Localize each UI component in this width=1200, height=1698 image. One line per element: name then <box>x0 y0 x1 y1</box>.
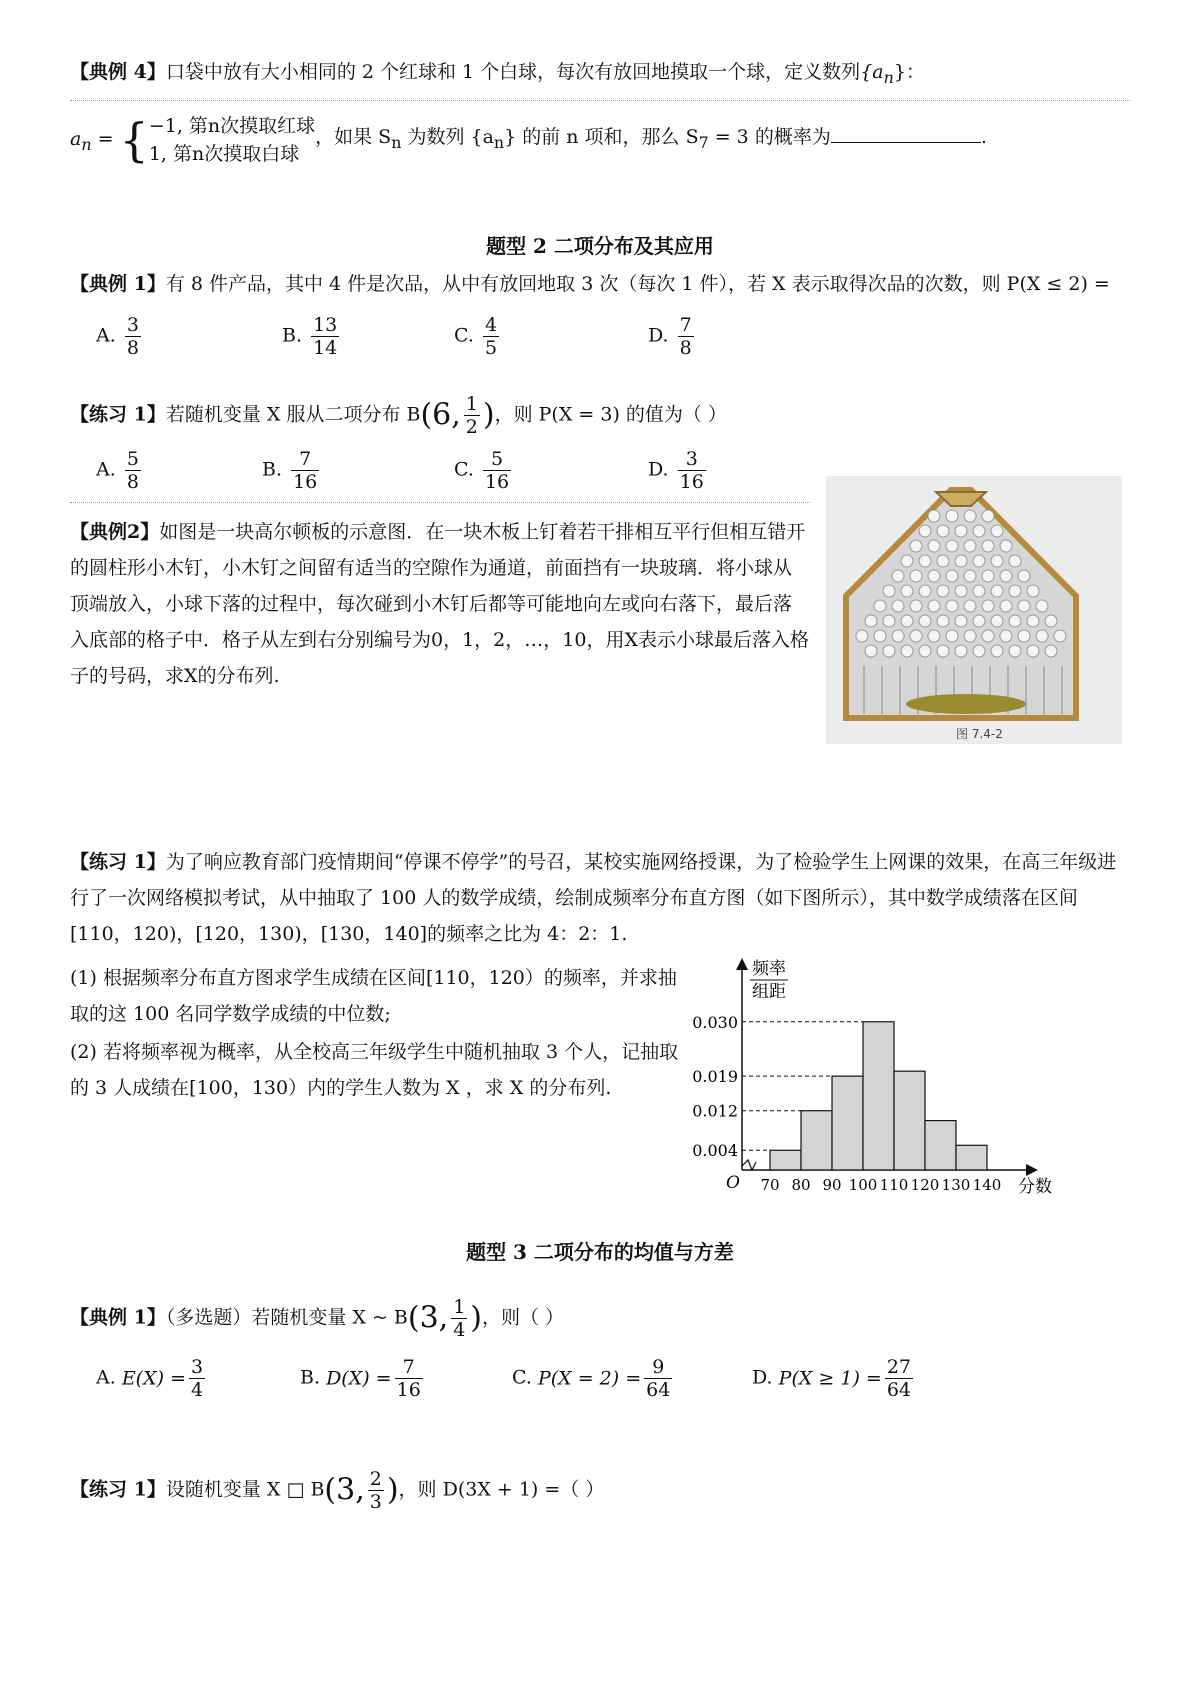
y-tick-label: 0.004 <box>692 1141 738 1161</box>
peg <box>1036 600 1048 612</box>
x-tick-label: 90 <box>822 1176 842 1194</box>
peg <box>937 525 949 537</box>
peg <box>928 540 940 552</box>
peg <box>901 615 913 627</box>
peg <box>928 570 940 582</box>
peg <box>1000 630 1012 642</box>
peg <box>919 645 931 657</box>
peg <box>946 630 958 642</box>
peg <box>1000 570 1012 582</box>
peg <box>928 600 940 612</box>
x-tick-label: 140 <box>972 1176 1002 1194</box>
numerator: 2 <box>369 1468 382 1490</box>
numerator: 3 <box>191 1356 204 1378</box>
sequence-end: }： <box>893 61 925 83</box>
example4-line1 <box>70 58 925 92</box>
denominator: 8 <box>679 337 692 359</box>
fraction <box>125 448 141 493</box>
option-a[interactable] <box>96 314 144 359</box>
question-2: (2) 若将频率视为概率，从全校高三年级学生中随机抽取 3 个人，记抽取的 3 人成绩在[100，130）内的学生人数为 X ，求 X 的分布列. <box>70 1041 679 1099</box>
example-text: 如图是一块高尔顿板的示意图．在一块木板上钉着若干排相互平行但相互错开的圆柱形小木钉，小木钉之间留有适当的空隙作为通道，前面挡有一块玻璃．将小球从顶端放入，小球下落的过程中，每次碰到小木钉后都等可能地向左或向右落下，最后落入底部的格子中．格子从左到右分别编号为0，1，2，…，10，用X表示小球最后落入格子的号码，求X的分布列. <box>70 521 809 687</box>
peg <box>1045 615 1057 627</box>
practice-text: 为了响应教育部门疫情期间“停课不停学”的号召，某校实施网络授课，为了检验学生上网课的效果，在高三年级进行了一次网络模拟考试，从中抽取了 100 人的数学成绩，绘制成频率分布直方图（如下图所示），其中数学成绩落在区间[110，120)，[120，130)，[130，140]的频率之比为 4：2：1. <box>70 851 1117 945</box>
peg <box>910 540 922 552</box>
fraction <box>483 314 499 359</box>
subscript: n <box>883 67 894 87</box>
period: . <box>980 126 987 149</box>
x-label: 分数 <box>1018 1177 1052 1197</box>
peg <box>946 510 958 522</box>
denominator: 5 <box>484 337 498 359</box>
x-tick-label: 100 <box>848 1176 878 1194</box>
peg <box>901 645 913 657</box>
fraction <box>678 448 706 493</box>
option-label: A. <box>96 458 116 481</box>
peg <box>991 585 1003 597</box>
example-tag: 【典例 1】 <box>70 1306 166 1329</box>
fraction <box>395 1356 423 1401</box>
numerator: 1 <box>465 393 478 415</box>
question-1: (1) 根据频率分布直方图求学生成绩在区间[110，120）的频率，并求抽取的这 100 名同学数学成绩的中位数; <box>70 967 677 1025</box>
paren-right: ) <box>482 397 495 433</box>
peg <box>964 510 976 522</box>
fraction <box>451 1296 467 1341</box>
brace-symbol: { <box>119 113 149 167</box>
s2-practice1 <box>70 393 727 438</box>
peg <box>937 645 949 657</box>
example-text: ，则（ ） <box>482 1306 565 1329</box>
practice-tag: 【练习 1】 <box>70 403 166 426</box>
peg <box>892 600 904 612</box>
peg <box>973 645 985 657</box>
peg <box>910 570 922 582</box>
histogram-bar-110-120 <box>894 1071 925 1170</box>
histogram-bar-90-100 <box>832 1076 863 1170</box>
peg <box>865 645 877 657</box>
peg <box>1009 645 1021 657</box>
peg <box>892 570 904 582</box>
peg <box>901 585 913 597</box>
peg <box>937 555 949 567</box>
option-expr: D(X) = <box>326 1367 392 1390</box>
denominator: 16 <box>293 471 318 493</box>
peg <box>955 555 967 567</box>
peg <box>1018 630 1030 642</box>
example-tag: 【典例2】 <box>70 521 160 543</box>
peg <box>883 615 895 627</box>
s3-example1 <box>70 1296 564 1341</box>
frequency-histogram <box>688 952 1068 1200</box>
denominator: 16 <box>484 471 510 493</box>
option-label: C. <box>454 324 474 347</box>
peg <box>910 600 922 612</box>
peg <box>919 525 931 537</box>
option-b[interactable] <box>300 1356 426 1401</box>
origin-label: O <box>726 1173 740 1193</box>
section-title: 题型 3 二项分布的均值与方差 <box>466 1240 734 1264</box>
example4-rest <box>315 126 987 152</box>
denominator: 16 <box>396 1379 421 1401</box>
peg <box>892 630 904 642</box>
text: } 的前 n 项和，那么 S <box>504 126 699 149</box>
example-tag: 【典例 4】 <box>70 61 166 83</box>
x-tick-label: 130 <box>941 1176 971 1194</box>
histogram-bar-120-130 <box>925 1121 956 1170</box>
peg <box>991 555 1003 567</box>
numerator: 5 <box>126 448 139 470</box>
example-text: 口袋中放有大小相同的 2 个红球和 1 个白球，每次有放回地摸取一个球，定义数列 <box>165 61 861 83</box>
peg <box>919 615 931 627</box>
s3-practice1 <box>70 1468 604 1513</box>
x-tick-label: 110 <box>879 1176 909 1194</box>
text: ，如果 S <box>315 126 392 149</box>
s2-example1 <box>70 270 1110 298</box>
galton-board-figure <box>826 476 1122 744</box>
peg <box>973 525 985 537</box>
option-b[interactable] <box>282 314 342 359</box>
numerator: 9 <box>644 1356 672 1379</box>
option-b[interactable] <box>262 448 322 493</box>
denominator: 4 <box>453 1319 466 1341</box>
option-c[interactable] <box>512 1356 675 1401</box>
case-white: 1, 第n次摸取白球 <box>148 143 300 165</box>
peg <box>928 510 940 522</box>
peg <box>910 630 922 642</box>
peg <box>946 600 958 612</box>
numerator: 7 <box>395 1356 423 1379</box>
peg <box>1045 645 1057 657</box>
peg <box>973 555 985 567</box>
answer-blank[interactable] <box>831 124 981 143</box>
y-label-top: 频率 <box>752 959 786 979</box>
histogram-bar-70-80 <box>770 1150 801 1170</box>
peg <box>1000 600 1012 612</box>
option-expr: E(X) = <box>121 1367 186 1390</box>
fraction <box>483 448 511 493</box>
dotted-divider <box>70 100 1130 101</box>
option-label: D. <box>752 1366 773 1389</box>
peg <box>874 600 886 612</box>
option-d[interactable] <box>648 314 697 359</box>
peg <box>1027 615 1039 627</box>
fraction <box>644 1356 672 1401</box>
peg <box>964 570 976 582</box>
peg <box>874 630 886 642</box>
peg <box>1009 615 1021 627</box>
option-expr: P(X ≥ 1) = <box>778 1367 882 1390</box>
denominator: 8 <box>126 471 139 493</box>
option-label: C. <box>512 1366 532 1389</box>
numerator: 7 <box>291 448 319 471</box>
numerator: 27 <box>886 1356 912 1378</box>
peg <box>982 630 994 642</box>
peg <box>973 615 985 627</box>
example-text: 有 8 件产品，其中 4 件是次品，从中有放回地取 3 次（每次 1 件），若 X 表示取得次品的次数，则 P(X ≤ 2) = <box>165 273 1110 295</box>
peg <box>919 555 931 567</box>
fraction <box>678 314 694 359</box>
peg <box>982 510 994 522</box>
practice-text: 设随机变量 X □ B <box>165 1478 325 1501</box>
option-d[interactable] <box>752 1356 916 1401</box>
peg <box>991 645 1003 657</box>
peg <box>1018 570 1030 582</box>
subscript: 7 <box>698 132 709 152</box>
paren-left: (3, <box>324 1472 365 1508</box>
peg <box>946 570 958 582</box>
paren-right: ) <box>470 1300 483 1336</box>
peg <box>982 600 994 612</box>
denominator: 8 <box>126 337 139 359</box>
equals: = <box>91 128 120 150</box>
denominator: 16 <box>679 471 704 493</box>
axis-break <box>742 1160 756 1170</box>
s2-example2 <box>70 514 810 694</box>
fraction <box>189 1356 205 1401</box>
peg <box>982 570 994 582</box>
histogram-bar-130-140 <box>956 1145 987 1170</box>
section-title: 题型 2 二项分布及其应用 <box>486 234 714 258</box>
y-tick-label: 0.030 <box>692 1012 738 1032</box>
paren-left: (6, <box>420 397 461 433</box>
option-label: D. <box>648 324 669 347</box>
case-red: −1, 第n次摸取红球 <box>148 115 316 137</box>
x-tick-label: 80 <box>791 1176 811 1194</box>
histogram-bar-80-90 <box>801 1111 832 1170</box>
example4-line2 <box>70 112 987 168</box>
numerator: 3 <box>126 314 139 336</box>
option-d[interactable] <box>648 448 709 493</box>
denominator: 64 <box>646 1379 671 1401</box>
fraction <box>885 1356 913 1401</box>
peg <box>991 615 1003 627</box>
peg <box>928 630 940 642</box>
figure-caption: 图 7.4-2 <box>956 727 1003 741</box>
peg <box>955 615 967 627</box>
peg <box>955 525 967 537</box>
option-label: A. <box>96 1366 116 1389</box>
denominator: 64 <box>886 1379 912 1401</box>
denominator: 14 <box>313 337 338 359</box>
practice-text: ，则 D(3X + 1) =（ ） <box>398 1478 605 1501</box>
peg <box>919 585 931 597</box>
numerator: 13 <box>313 314 338 336</box>
example-tag: 【典例 1】 <box>70 273 166 295</box>
y-tick-label: 0.012 <box>692 1101 738 1121</box>
text: = 3 的概率为 <box>708 126 831 149</box>
fraction <box>464 393 480 438</box>
fraction <box>368 1468 384 1513</box>
peg <box>982 540 994 552</box>
numerator: 7 <box>679 314 692 336</box>
peg <box>1000 540 1012 552</box>
dotted-divider <box>70 502 810 503</box>
option-label: A. <box>96 324 116 347</box>
numerator: 5 <box>483 448 511 471</box>
sequence-symbol: {a <box>860 61 884 83</box>
y-tick-label: 0.019 <box>692 1067 738 1087</box>
peg <box>856 630 868 642</box>
option-label: C. <box>454 458 474 481</box>
numerator: 3 <box>678 448 706 471</box>
option-a[interactable] <box>96 448 144 493</box>
peg <box>1009 555 1021 567</box>
subscript: n <box>493 132 505 152</box>
peg <box>865 615 877 627</box>
paren-right: ) <box>386 1472 399 1508</box>
option-a[interactable] <box>96 1356 208 1401</box>
peg <box>1027 645 1039 657</box>
s2-practice1b <box>70 844 1130 952</box>
histogram-bar-100-110 <box>863 1022 894 1170</box>
text: 为数列 {a <box>401 126 494 149</box>
fraction <box>125 314 141 359</box>
peg <box>1054 630 1066 642</box>
peg <box>946 540 958 552</box>
y-label-bottom: 组距 <box>752 982 786 1002</box>
peg <box>1036 630 1048 642</box>
numerator: 1 <box>453 1296 466 1318</box>
option-expr: P(X = 2) = <box>537 1367 642 1390</box>
numerator: 4 <box>484 314 498 336</box>
peg <box>937 585 949 597</box>
practice-tag: 【练习 1】 <box>70 851 166 873</box>
denominator: 2 <box>465 416 478 438</box>
option-c[interactable] <box>454 448 514 493</box>
x-tick-label: 70 <box>760 1176 780 1194</box>
fraction <box>291 448 319 493</box>
peg <box>991 525 1003 537</box>
denominator: 4 <box>191 1379 204 1401</box>
peg <box>901 555 913 567</box>
subscript: n <box>81 134 92 154</box>
x-tick-label: 120 <box>910 1176 940 1194</box>
option-label: B. <box>300 1366 321 1389</box>
peg <box>955 585 967 597</box>
peg <box>964 630 976 642</box>
peg <box>883 585 895 597</box>
peg <box>964 540 976 552</box>
piecewise-cases <box>149 112 315 168</box>
peg <box>955 645 967 657</box>
peg <box>1009 585 1021 597</box>
example-text: （多选题）若随机变量 X ~ B <box>165 1306 408 1329</box>
denominator: 3 <box>369 1491 382 1513</box>
option-label: D. <box>648 458 669 481</box>
practice-text: 若随机变量 X 服从二项分布 B <box>165 403 421 426</box>
peg <box>1018 600 1030 612</box>
paren-left: (3, <box>407 1300 449 1336</box>
peg <box>973 585 985 597</box>
galton-board-illustration <box>826 476 1122 744</box>
peg <box>937 615 949 627</box>
fraction <box>311 314 339 359</box>
histogram-chart <box>688 952 1068 1200</box>
option-c[interactable] <box>454 314 502 359</box>
option-label: B. <box>282 324 303 347</box>
peg <box>1027 585 1039 597</box>
practice-tag: 【练习 1】 <box>70 1478 166 1501</box>
practice-text: ，则 P(X = 3) 的值为（ ） <box>494 403 727 426</box>
peg <box>883 645 895 657</box>
peg <box>964 600 976 612</box>
subscript: n <box>391 132 402 152</box>
a-n-symbol: a <box>70 128 82 150</box>
option-label: B. <box>262 458 283 481</box>
